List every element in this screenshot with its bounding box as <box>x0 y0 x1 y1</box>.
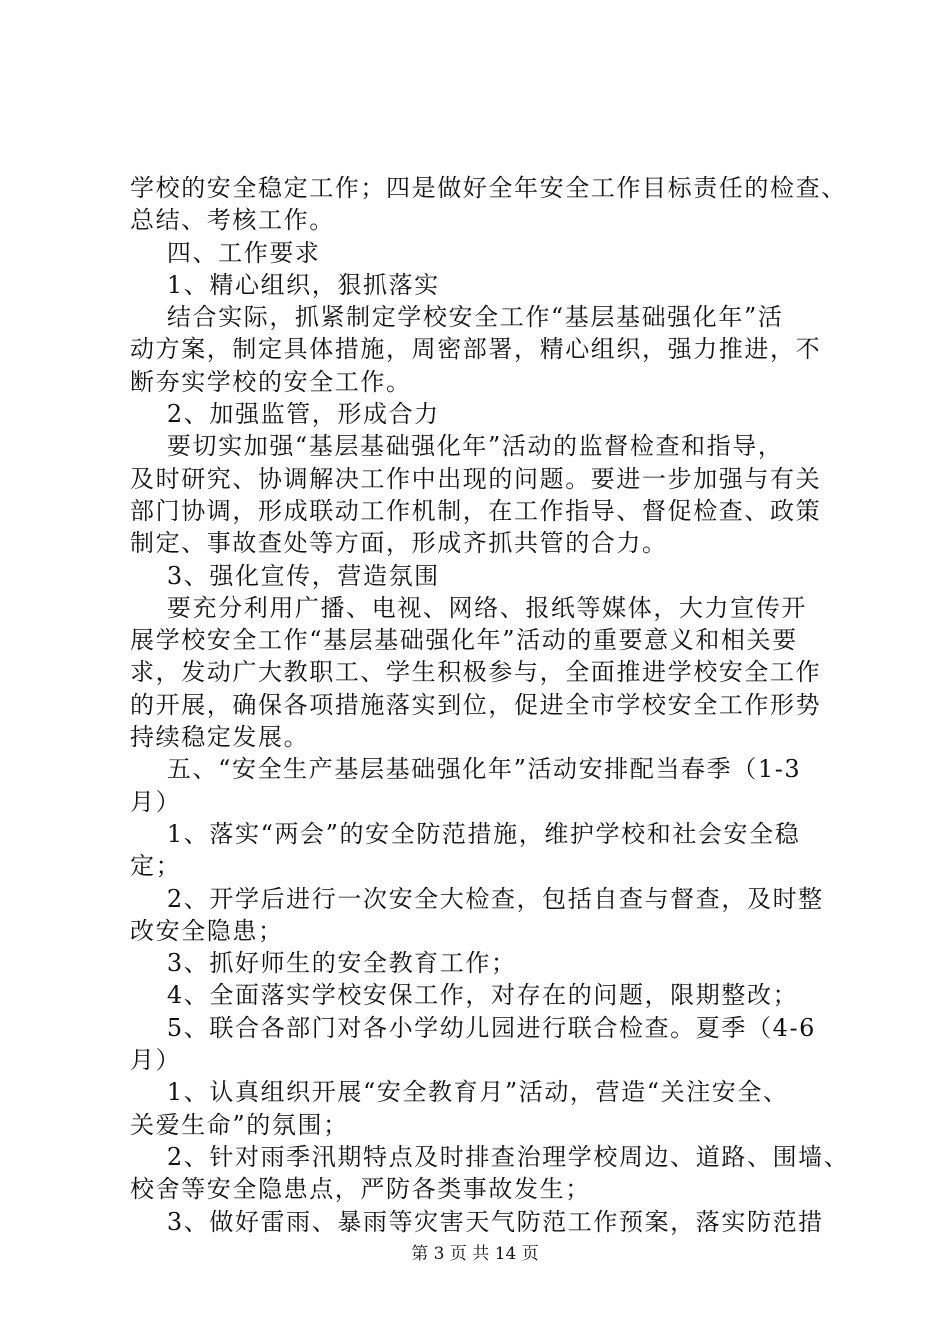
list-item: 3、抓好师生的安全教育工作； <box>130 949 517 978</box>
list-item: 5、联合各部门对各小学幼儿园进行联合检查。夏季（4-6 <box>130 1013 817 1042</box>
text-line: 部门协调，形成联动工作机制，在工作指导、督促检查、政策 <box>130 496 822 525</box>
text-line: 改安全隐患； <box>130 916 284 945</box>
section-heading: 四、工作要求 <box>130 238 321 267</box>
document-body <box>130 172 855 1238</box>
text-line: 及时研究、协调解决工作中出现的问题。要进一步加强与有关 <box>130 464 822 493</box>
text-line: 月） <box>130 1046 182 1075</box>
list-item: 3、做好雷雨、暴雨等灾害天气防范工作预案，落实防范措 <box>130 1207 824 1236</box>
text-line: 持续稳定发展。 <box>130 723 310 752</box>
list-item: 1、认真组织开展“安全教育月”活动，营造“关注安全、 <box>130 1078 789 1107</box>
list-item: 4、全面落实学校安保工作，对存在的问题，限期整改； <box>130 981 799 1010</box>
text-line: 结合实际，抓紧制定学校安全工作“基层基础强化年”活 <box>130 303 784 332</box>
text-line: 的开展，确保各项措施落实到位，促进全市学校安全工作形势 <box>130 690 822 719</box>
list-item: 1、落实“两会”的安全防范措施，维护学校和社会安全稳 <box>130 819 801 848</box>
subsection-heading: 3、强化宣传，营造氛围 <box>130 561 440 590</box>
text-line: 定； <box>130 852 182 881</box>
text-line: 月） <box>130 787 182 816</box>
text-line: 校舍等安全隐患点，严防各类事故发生； <box>130 1175 591 1204</box>
list-item: 2、针对雨季汛期特点及时排查治理学校周边、道路、围墙、 <box>130 1142 850 1171</box>
subsection-heading: 1、精心组织，狠抓落实 <box>130 270 440 299</box>
list-item: 2、开学后进行一次安全大检查，包括自查与督查，及时整 <box>130 884 824 913</box>
text-line: 总结、考核工作。 <box>130 206 335 235</box>
text-line: 制定、事故查处等方面，形成齐抓共管的合力。 <box>130 529 668 558</box>
subsection-heading: 2、加强监管，形成合力 <box>130 400 440 429</box>
text-line: 断夯实学校的安全工作。 <box>130 367 412 396</box>
text-line: 学校的安全稳定工作；四是做好全年安全工作目标责任的检查、 <box>130 174 847 202</box>
text-line: 要切实加强“基层基础强化年”活动的监督检查和指导， <box>130 432 784 461</box>
text-line: 动方案，制定具体措施，周密部署，精心组织，强力推进，不 <box>130 335 822 364</box>
text-line: 展学校安全工作“基层基础强化年”活动的重要意义和相关要 <box>130 626 798 655</box>
section-heading: 五、“安全生产基层基础强化年”活动安排配当春季（1-3 <box>130 755 802 784</box>
text-line: 要充分利用广播、电视、网络、报纸等媒体，大力宣传开 <box>130 593 807 622</box>
text-line: 求，发动广大教职工、学生积极参与，全面推进学校安全工作 <box>130 658 822 687</box>
text-line: 关爱生命”的氛围； <box>130 1110 349 1139</box>
page-number-footer: 第 3 页 共 14 页 <box>411 1244 539 1264</box>
